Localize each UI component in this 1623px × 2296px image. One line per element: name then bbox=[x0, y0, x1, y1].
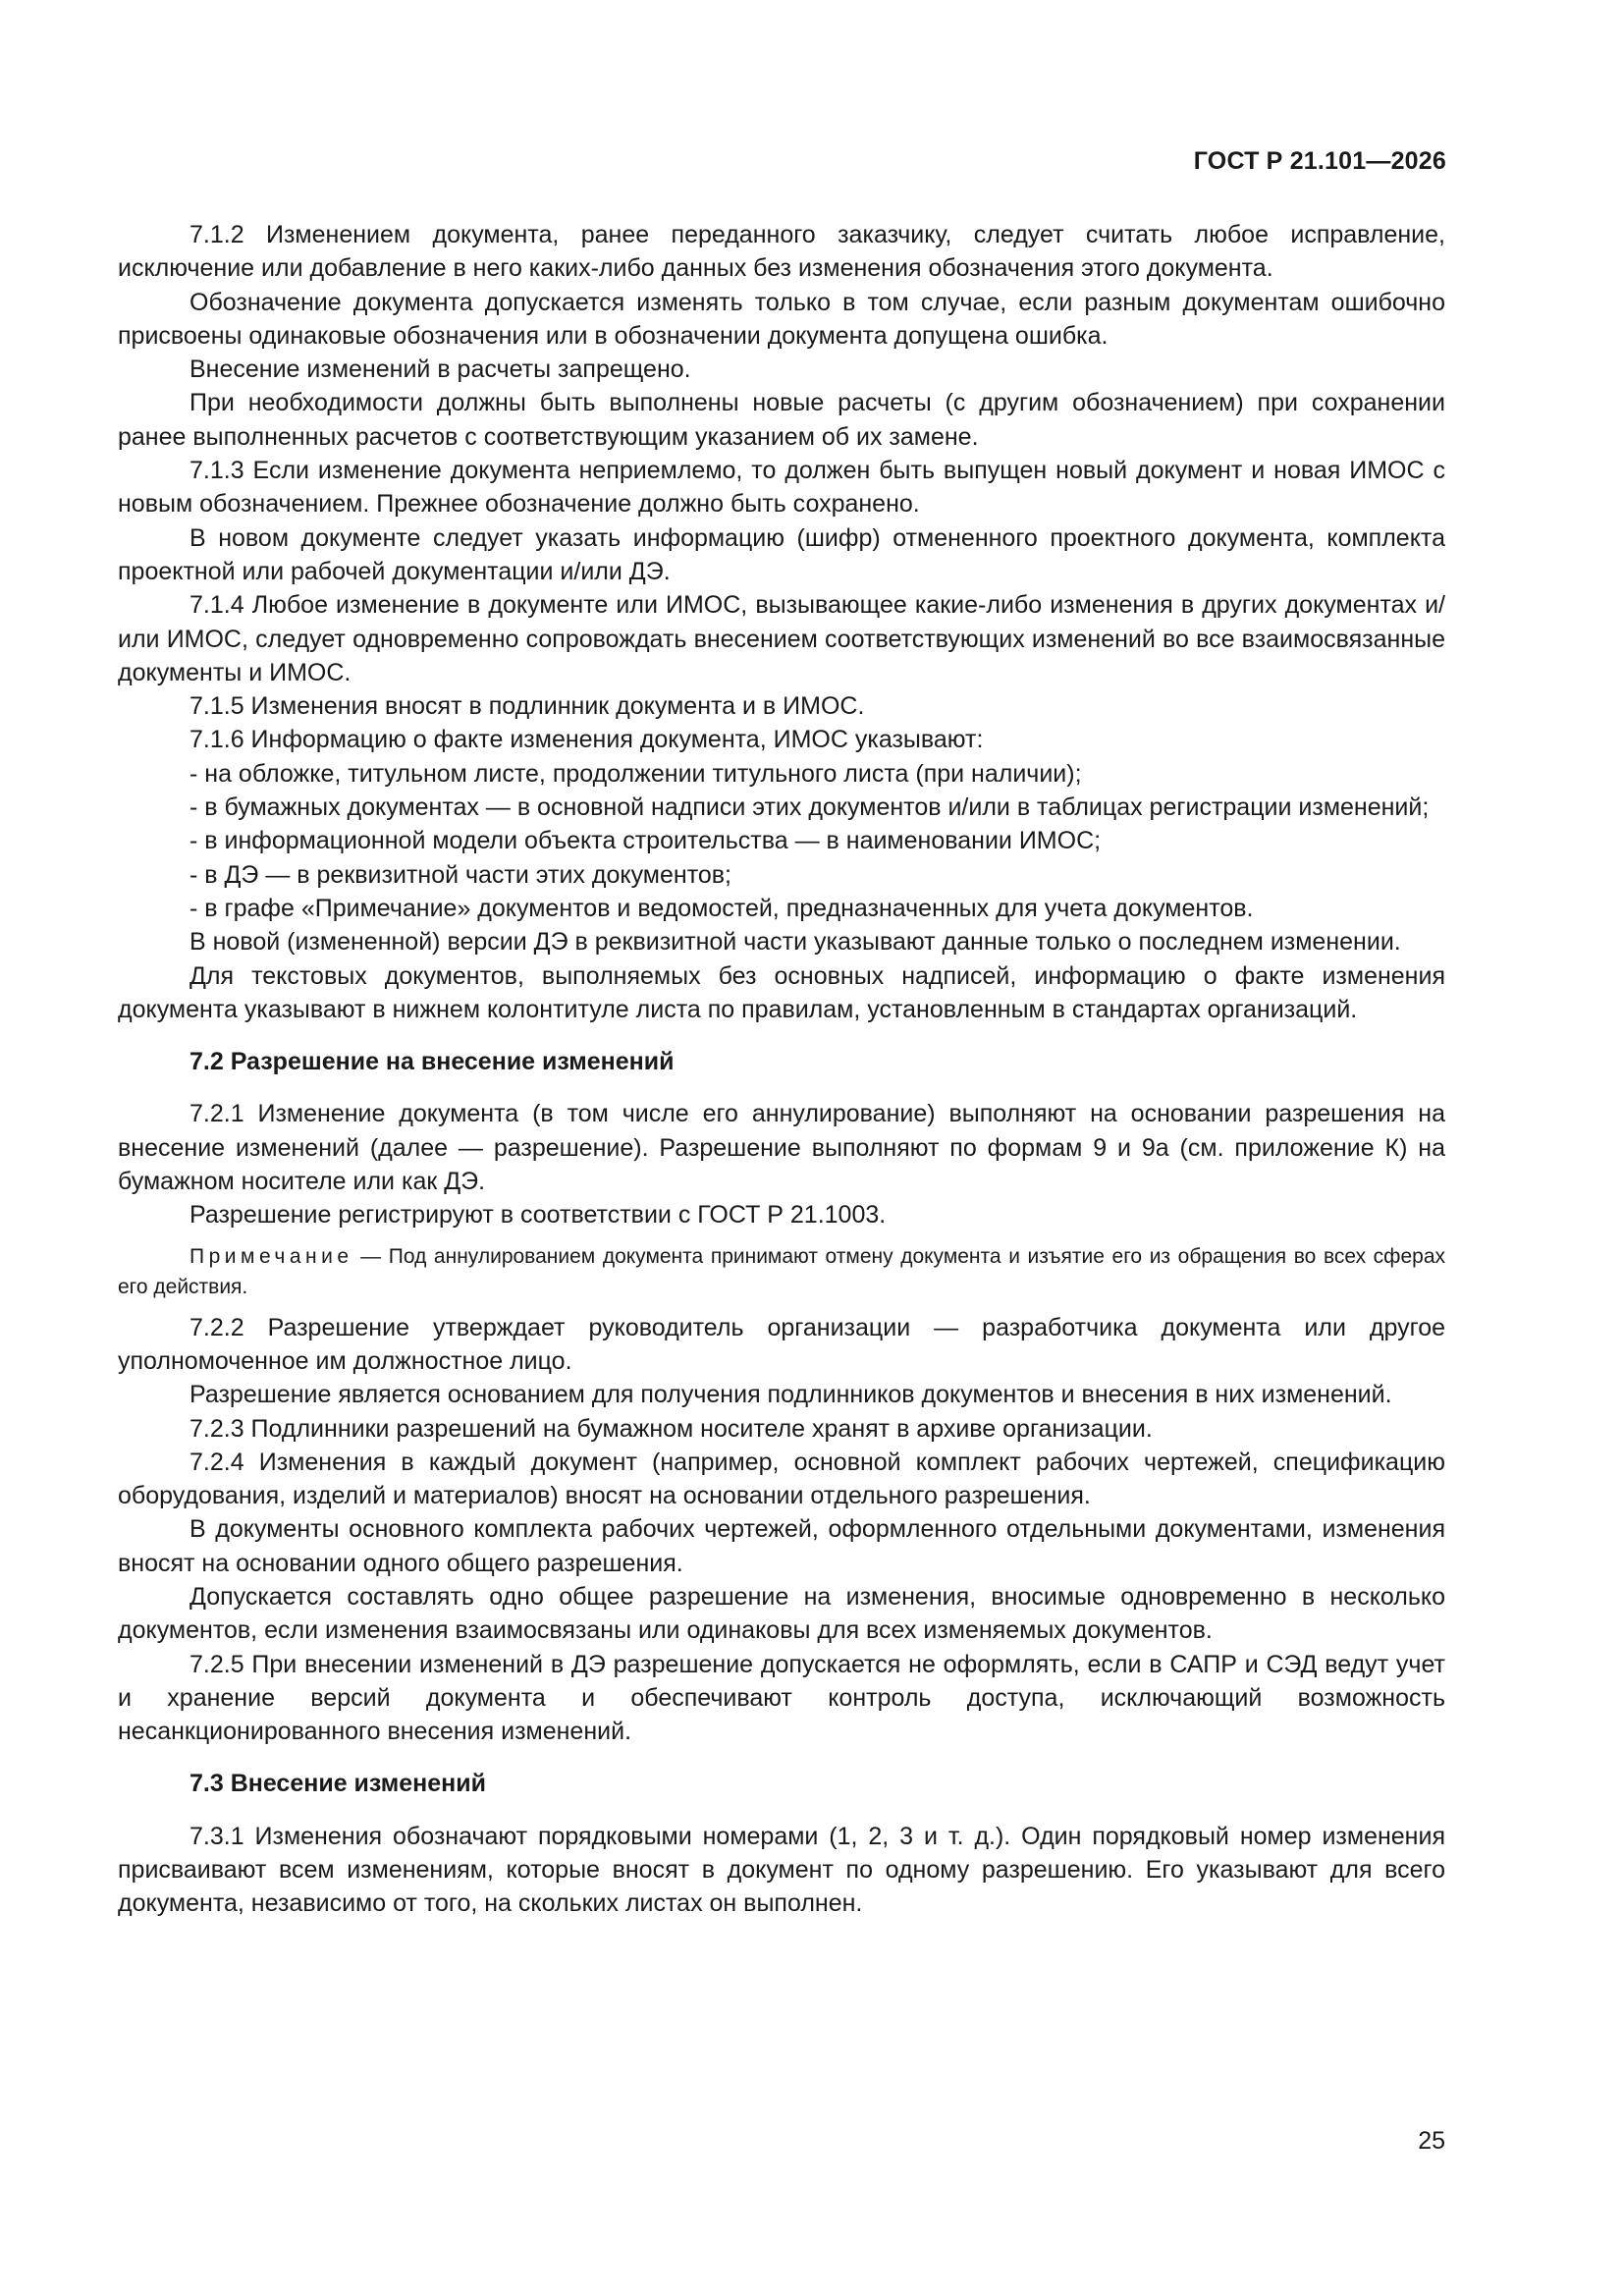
paragraph: В новой (измененной) версии ДЭ в реквизитной части указывают данные только о последнем изменении. bbox=[189, 928, 1401, 957]
paragraph: 7.3.1 Изменения обозначают порядковыми номерами (1, 2, 3 и т. д.). Один порядковый номер изменения присваивают всем изменениям, которые вносят в документ по одному разрешению. Его указывают для всего документа, независимо от того, на скольких листах он выполнен. bbox=[118, 1822, 1445, 1918]
paragraph: 7.2.3 Подлинники разрешений на бумажном носителе хранят в архиве организации. bbox=[189, 1414, 1153, 1443]
list-item: - на обложке, титульном листе, продолжении титульного листа (при наличии); bbox=[189, 759, 1082, 788]
paragraph: При необходимости должны быть выполнены новые расчеты (с другим обозначением) при сохранении ранее выполненных расчетов с соответствующим указанием об их замене. bbox=[118, 389, 1445, 451]
paragraph: В документы основного комплекта рабочих чертежей, оформленного отдельными документами, изменения вносят на основании одного общего разрешения. bbox=[118, 1515, 1445, 1577]
paragraph: 7.1.2 Изменением документа, ранее переданного заказчику, следует считать любое исправление, исключение или добавление в него каких-либо данных без изменения обозначения этого документа. bbox=[118, 221, 1445, 283]
paragraph: 7.2.4 Изменения в каждый документ (например, основной комплект рабочих чертежей, спецификацию оборудования, изделий и материалов) вносят на основании отдельного разрешения. bbox=[118, 1448, 1445, 1510]
note bbox=[118, 1241, 1445, 1302]
list-item: - в информационной модели объекта строительства — в наименовании ИМОС; bbox=[189, 827, 1102, 855]
paragraph: 7.2.1 Изменение документа (в том числе его аннулирование) выполняют на основании разрешения на внесение изменений (далее — разрешение). Разрешение выполняют по формам 9 и 9а (см. приложение К) на бумажном носителе или как ДЭ. bbox=[118, 1100, 1445, 1196]
page-content bbox=[118, 218, 1445, 1921]
note-text: — Под аннулированием документа принимают отмену документа и изъятие его из обращения во всех сферах его действия. bbox=[118, 1244, 1445, 1298]
paragraph: Разрешение регистрируют в соответствии с ГОСТ Р 21.1003. bbox=[189, 1201, 887, 1230]
paragraph: 7.1.3 Если изменение документа неприемлемо, то должен быть выпущен новый документ и новая ИМОС с новым обозначением. Прежнее обозначение должно быть сохранено. bbox=[118, 457, 1445, 519]
page-number: 25 bbox=[1418, 2127, 1445, 2155]
paragraph: Для текстовых документов, выполняемых без основных надписей, информацию о факте изменения документа указывают в нижнем колонтитуле листа по правилам, установленным в стандартах организаций. bbox=[118, 961, 1445, 1023]
note-label: Примечание bbox=[189, 1244, 353, 1268]
document-code: ГОСТ Р 21.101—2026 bbox=[1193, 147, 1446, 175]
paragraph: В новом документе следует указать информацию (шифр) отмененного проектного документа, комплекта проектной или рабочей документации и/или ДЭ. bbox=[118, 523, 1445, 585]
list-item: - в ДЭ — в реквизитной части этих документов; bbox=[189, 860, 731, 889]
list-item: - в графе «Примечание» документов и ведомостей, предназначенных для учета документов. bbox=[189, 894, 1254, 922]
paragraph: 7.1.6 Информацию о факте изменения документа, ИМОС указывают: bbox=[189, 726, 984, 754]
section-heading: 7.3 Внесение изменений bbox=[189, 1770, 486, 1798]
paragraph: Разрешение является основанием для получения подлинников документов и внесения в них изменений. bbox=[189, 1381, 1392, 1409]
list-item: - в бумажных документах — в основной надписи этих документов и/или в таблицах регистрации изменений; bbox=[189, 793, 1430, 822]
paragraph: 7.1.5 Изменения вносят в подлинник документа и в ИМОС. bbox=[189, 692, 865, 721]
paragraph: Обозначение документа допускается изменять только в том случае, если разным документам ошибочно присвоены одинаковые обозначения или в обозначении документа допущена ошибка. bbox=[118, 288, 1445, 350]
paragraph: Внесение изменений в расчеты запрещено. bbox=[189, 355, 691, 384]
paragraph: 7.1.4 Любое изменение в документе или ИМОС, вызывающее какие-либо изменения в других документах и/или ИМОС, следует одновременно сопровождать внесением соответствующих изменений во все взаимосвязанные документы и ИМОС. bbox=[118, 591, 1445, 686]
paragraph: 7.2.2 Разрешение утверждает руководитель организации — разработчика документа или другое уполномоченное им должностное лицо. bbox=[118, 1313, 1445, 1375]
paragraph: 7.2.5 При внесении изменений в ДЭ разрешение допускается не оформлять, если в САПР и СЭД ведут учет и хранение версий документа и обеспечивают контроль доступа, исключающий возможность несанкционированного внесения изменений. bbox=[118, 1650, 1445, 1746]
section-heading: 7.2 Разрешение на внесение изменений bbox=[189, 1048, 675, 1076]
paragraph: Допускается составлять одно общее разрешение на изменения, вносимые одновременно в несколько документов, если изменения взаимосвязаны или одинаковы для всех изменяемых документов. bbox=[118, 1582, 1445, 1645]
